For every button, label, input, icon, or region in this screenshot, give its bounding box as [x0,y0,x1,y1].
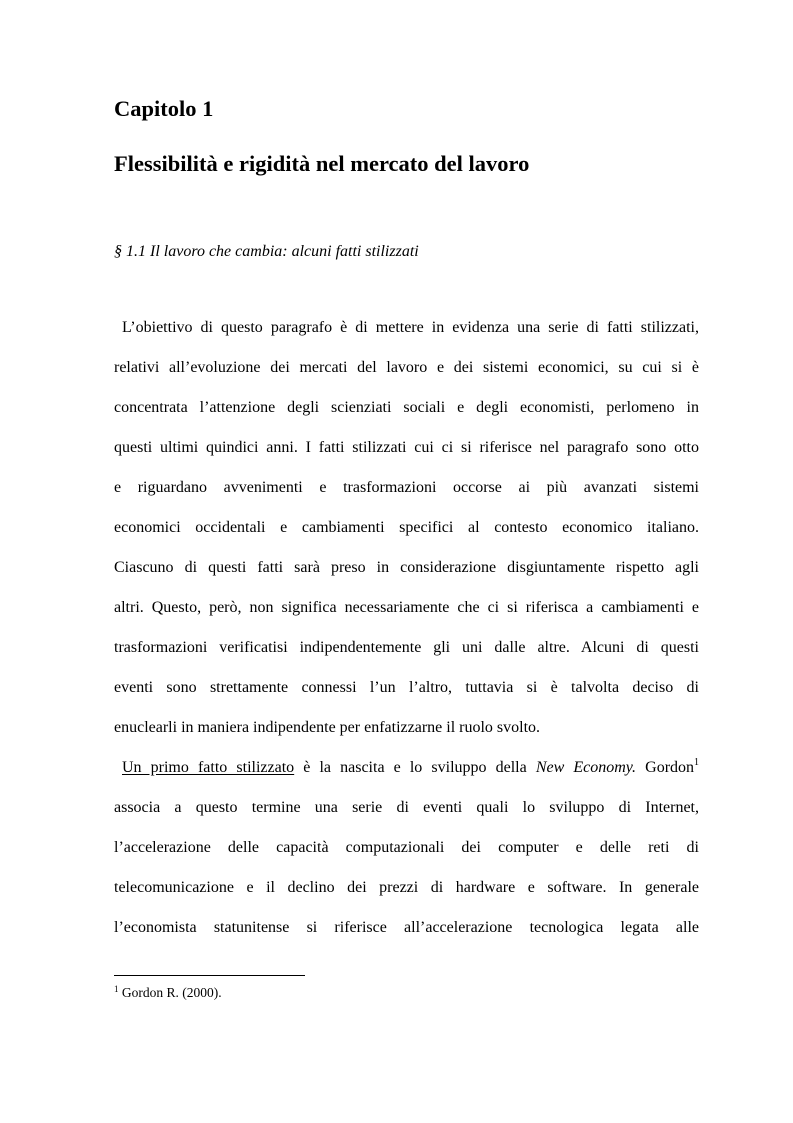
paragraph-line: questi ultimi quindici anni. I fatti stilizzati cui ci si riferisce nel paragrafo sono otto [114,439,699,456]
footnote-reference: 1 [694,757,700,768]
underlined-phrase: Un primo fatto stilizzato [122,759,295,776]
paragraph-line: concentrata l’attenzione degli scienziati sociali e degli economisti, perlomeno in [114,399,699,416]
chapter-title: Flessibilità e rigidità nel mercato del lavoro [114,151,530,176]
paragraph-line: enuclearli in maniera indipendente per enfatizzarne il ruolo svolto. [114,719,541,736]
body-text [114,308,699,948]
paragraph-line: Ciascuno di questi fatti sarà preso in considerazione disgiuntamente rispetto agli [114,559,699,576]
chapter-label: Capitolo 1 [114,96,214,121]
footnote-text: Gordon R. (2000). [121,985,222,1000]
footnote-number: 1 [114,984,119,994]
paragraph-line: Un primo fatto stilizzato è la nascita e lo sviluppo della New Economy. Gordon$^1$ [122,757,700,776]
paragraph-line: telecomunicazione e il declino dei prezzi di hardware e software. In generale [114,879,699,896]
paragraph-line: altri. Questo, però, non significa necessariamente che ci si riferisca a cambiamenti e [114,599,699,616]
paragraph-line: l’accelerazione delle capacità computazionali dei computer e delle reti di [114,839,699,856]
paragraph-line: L’obiettivo di questo paragrafo è di mettere in evidenza una serie di fatti stilizzati, [122,319,699,336]
paragraph-line: l’economista statunitense si riferisce all’accelerazione tecnologica legata alle [114,919,699,936]
paragraph-line: eventi sono strettamente connessi l’un l’altro, tuttavia si è talvolta deciso di [114,679,699,696]
italic-term: New Economy. [535,759,637,776]
section-heading: § 1.1 Il lavoro che cambia: alcuni fatti stilizzati [114,243,419,260]
footnote [114,983,222,1003]
paragraph-line: relativi all’evoluzione dei mercati del lavoro e dei sistemi economici, su cui si è [114,359,699,376]
paragraph-line: associa a questo termine una serie di eventi quali lo sviluppo di Internet, [114,799,699,816]
paragraph-line: economici occidentali e cambiamenti specifici al contesto economico italiano. [114,519,699,536]
paragraph-line: e riguardano avvenimenti e trasformazioni occorse ai più avanzati sistemi [114,479,699,496]
footnote-divider [114,975,305,976]
paragraph-line: trasformazioni verificatisi indipendentemente gli uni dalle altre. Alcuni di questi [114,639,699,656]
